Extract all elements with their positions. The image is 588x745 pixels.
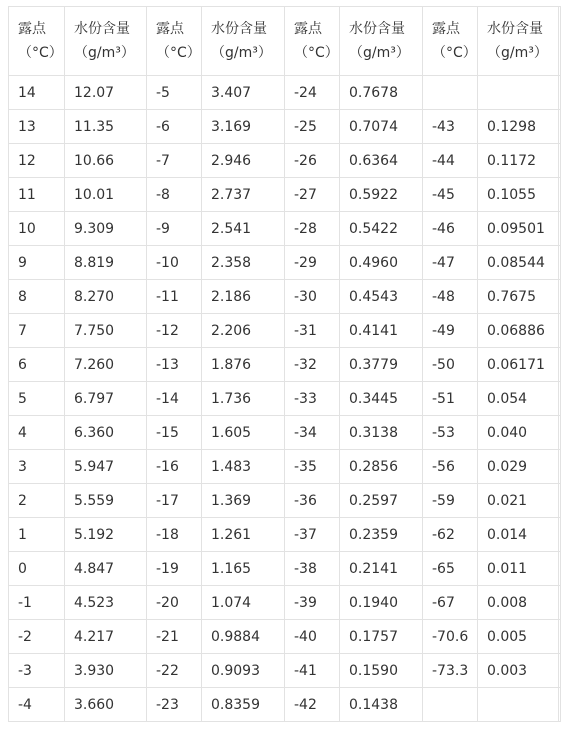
header-cell-dew-point [285,7,340,76]
cell-dew-point: -10 [147,246,202,280]
cell-moisture-content: 0.5922 [340,178,423,212]
cell-moisture-content: 10.66 [65,144,147,178]
cell-dew-point: -48 [423,280,478,314]
cell-dew-point: 1 [9,518,65,552]
cell-dew-point: -59 [423,484,478,518]
cell-empty [559,76,561,110]
cell-moisture-content: 5.947 [65,450,147,484]
table-row [9,654,561,688]
cell-moisture-content: 0.3779 [340,348,423,382]
cell-moisture-content: 0.1590 [340,654,423,688]
cell-moisture-content: 2.206 [202,314,285,348]
cell-dew-point: -14 [147,382,202,416]
cell-dew-point: -30 [285,280,340,314]
cell-dew-point: -20 [147,586,202,620]
cell-moisture-content: 3.407 [202,76,285,110]
cell-moisture-content: 0.2597 [340,484,423,518]
cell-moisture-content: 7.750 [65,314,147,348]
cell-moisture-content: 2.737 [202,178,285,212]
cell-moisture-content: 0.9093 [202,654,285,688]
cell-moisture-content: 0.4141 [340,314,423,348]
header-cell-moisture-content [65,7,147,76]
cell-dew-point: 5 [9,382,65,416]
cell-moisture-content: 0.2359 [340,518,423,552]
cell-empty [559,314,561,348]
table-row [9,110,561,144]
cell-empty [559,484,561,518]
cell-moisture-content: 3.660 [65,688,147,722]
cell-dew-point: 2 [9,484,65,518]
cell-moisture-content: 0.8359 [202,688,285,722]
cell-dew-point: -41 [285,654,340,688]
cell-empty [559,348,561,382]
table-row [9,382,561,416]
cell-dew-point: -70.6 [423,620,478,654]
cell-moisture-content: 0.1298 [478,110,559,144]
header-cell-empty [559,7,561,76]
cell-moisture-content [478,688,559,722]
cell-dew-point: -50 [423,348,478,382]
table-row [9,212,561,246]
header-unit: （°C） [156,45,201,61]
cell-dew-point: -36 [285,484,340,518]
cell-moisture-content: 0.4543 [340,280,423,314]
cell-dew-point: -19 [147,552,202,586]
cell-moisture-content: 0.1172 [478,144,559,178]
table-row [9,314,561,348]
cell-dew-point: 3 [9,450,65,484]
cell-dew-point: 10 [9,212,65,246]
header-cell-moisture-content [202,7,285,76]
cell-moisture-content: 0.1438 [340,688,423,722]
cell-dew-point: -17 [147,484,202,518]
cell-dew-point: -24 [285,76,340,110]
cell-dew-point: -38 [285,552,340,586]
cell-moisture-content: 1.369 [202,484,285,518]
cell-moisture-content: 8.270 [65,280,147,314]
cell-moisture-content: 2.946 [202,144,285,178]
cell-moisture-content: 0.06171 [478,348,559,382]
cell-moisture-content: 0.054 [478,382,559,416]
cell-dew-point: -39 [285,586,340,620]
cell-dew-point: -62 [423,518,478,552]
cell-empty [559,688,561,722]
cell-dew-point: -23 [147,688,202,722]
header-label: 露点 [294,21,322,37]
cell-dew-point: -65 [423,552,478,586]
cell-empty [559,586,561,620]
header-unit: （°C） [432,45,477,61]
cell-moisture-content: 0.5422 [340,212,423,246]
cell-moisture-content: 0.014 [478,518,559,552]
table-row [9,450,561,484]
cell-moisture-content: 1.483 [202,450,285,484]
table-row [9,246,561,280]
cell-dew-point: -45 [423,178,478,212]
cell-dew-point: -21 [147,620,202,654]
cell-empty [559,280,561,314]
table-header-row [9,7,561,76]
table-row [9,620,561,654]
cell-moisture-content: 0.1757 [340,620,423,654]
cell-dew-point: -12 [147,314,202,348]
cell-dew-point: -67 [423,586,478,620]
cell-dew-point: -40 [285,620,340,654]
cell-moisture-content: 4.217 [65,620,147,654]
cell-dew-point: 7 [9,314,65,348]
cell-moisture-content: 0.003 [478,654,559,688]
table-row [9,586,561,620]
cell-dew-point: -7 [147,144,202,178]
cell-moisture-content: 2.541 [202,212,285,246]
cell-moisture-content: 1.605 [202,416,285,450]
header-cell-dew-point [423,7,478,76]
cell-moisture-content: 0.7675 [478,280,559,314]
cell-dew-point: 11 [9,178,65,212]
cell-dew-point: -49 [423,314,478,348]
header-cell-moisture-content [478,7,559,76]
cell-moisture-content: 2.358 [202,246,285,280]
cell-dew-point: 4 [9,416,65,450]
cell-dew-point [423,76,478,110]
cell-moisture-content: 0.7074 [340,110,423,144]
header-label: 水份含量 [349,21,405,37]
cell-moisture-content: 5.559 [65,484,147,518]
header-cell-dew-point [147,7,202,76]
cell-dew-point: -4 [9,688,65,722]
cell-moisture-content: 4.847 [65,552,147,586]
header-unit: （g/m³） [74,45,135,61]
cell-moisture-content: 0.06886 [478,314,559,348]
cell-dew-point: -33 [285,382,340,416]
header-unit: （g/m³） [349,45,410,61]
cell-empty [559,110,561,144]
cell-moisture-content: 1.165 [202,552,285,586]
cell-dew-point: -8 [147,178,202,212]
cell-moisture-content: 0.08544 [478,246,559,280]
cell-dew-point: -18 [147,518,202,552]
cell-dew-point: -5 [147,76,202,110]
cell-moisture-content: 0.2141 [340,552,423,586]
cell-dew-point [423,688,478,722]
table-row [9,552,561,586]
cell-moisture-content: 9.309 [65,212,147,246]
cell-dew-point: 8 [9,280,65,314]
table-row [9,348,561,382]
cell-moisture-content: 0.008 [478,586,559,620]
header-label: 露点 [432,21,460,37]
cell-moisture-content: 3.169 [202,110,285,144]
cell-empty [559,144,561,178]
cell-dew-point: -16 [147,450,202,484]
cell-empty [559,654,561,688]
cell-dew-point: 14 [9,76,65,110]
header-cell-dew-point [9,7,65,76]
cell-dew-point: -9 [147,212,202,246]
cell-moisture-content: 6.360 [65,416,147,450]
cell-empty [559,416,561,450]
cell-moisture-content: 0.3445 [340,382,423,416]
cell-dew-point: -2 [9,620,65,654]
cell-dew-point: -32 [285,348,340,382]
cell-moisture-content: 0.9884 [202,620,285,654]
cell-moisture-content: 3.930 [65,654,147,688]
cell-dew-point: -6 [147,110,202,144]
cell-empty [559,518,561,552]
cell-dew-point: -47 [423,246,478,280]
cell-empty [559,178,561,212]
cell-dew-point: -53 [423,416,478,450]
cell-dew-point: -37 [285,518,340,552]
cell-dew-point: 9 [9,246,65,280]
header-cell-moisture-content [340,7,423,76]
table-row [9,76,561,110]
cell-dew-point: -3 [9,654,65,688]
cell-moisture-content: 1.736 [202,382,285,416]
table-row [9,178,561,212]
cell-moisture-content: 8.819 [65,246,147,280]
header-unit: （°C） [294,45,339,61]
cell-moisture-content: 1.261 [202,518,285,552]
cell-empty [559,552,561,586]
cell-dew-point: -73.3 [423,654,478,688]
header-unit: （°C） [18,45,63,61]
cell-dew-point: -31 [285,314,340,348]
cell-dew-point: -35 [285,450,340,484]
cell-moisture-content: 0.1940 [340,586,423,620]
header-label: 露点 [18,21,46,37]
cell-empty [559,246,561,280]
cell-dew-point: 0 [9,552,65,586]
cell-moisture-content: 7.260 [65,348,147,382]
cell-dew-point: -42 [285,688,340,722]
header-label: 露点 [156,21,184,37]
table-row [9,280,561,314]
cell-dew-point: -28 [285,212,340,246]
cell-dew-point: -34 [285,416,340,450]
cell-moisture-content: 0.1055 [478,178,559,212]
cell-dew-point: -51 [423,382,478,416]
cell-empty [559,212,561,246]
cell-dew-point: -43 [423,110,478,144]
cell-moisture-content: 0.2856 [340,450,423,484]
cell-moisture-content: 0.3138 [340,416,423,450]
header-unit: （g/m³） [211,45,272,61]
cell-empty [559,450,561,484]
table-row [9,484,561,518]
cell-moisture-content: 1.074 [202,586,285,620]
cell-dew-point: 12 [9,144,65,178]
cell-moisture-content: 0.09501 [478,212,559,246]
cell-moisture-content: 5.192 [65,518,147,552]
cell-dew-point: -1 [9,586,65,620]
dew-point-moisture-table [8,6,561,722]
cell-moisture-content: 0.011 [478,552,559,586]
cell-moisture-content: 11.35 [65,110,147,144]
cell-dew-point: -11 [147,280,202,314]
cell-moisture-content: 12.07 [65,76,147,110]
cell-dew-point: -13 [147,348,202,382]
header-label: 水份含量 [211,21,267,37]
cell-dew-point: -15 [147,416,202,450]
cell-dew-point: -46 [423,212,478,246]
cell-dew-point: 6 [9,348,65,382]
cell-empty [559,620,561,654]
cell-moisture-content: 0.040 [478,416,559,450]
cell-empty [559,382,561,416]
table-body [9,7,561,722]
cell-moisture-content: 1.876 [202,348,285,382]
header-label: 水份含量 [487,21,543,37]
table-row [9,688,561,722]
cell-moisture-content: 0.4960 [340,246,423,280]
header-label: 水份含量 [74,21,130,37]
table-row [9,416,561,450]
cell-moisture-content [478,76,559,110]
cell-moisture-content: 0.6364 [340,144,423,178]
cell-moisture-content: 0.7678 [340,76,423,110]
table-row [9,144,561,178]
cell-moisture-content: 0.021 [478,484,559,518]
cell-dew-point: -44 [423,144,478,178]
cell-dew-point: 13 [9,110,65,144]
cell-dew-point: -56 [423,450,478,484]
cell-dew-point: -22 [147,654,202,688]
cell-moisture-content: 6.797 [65,382,147,416]
cell-dew-point: -27 [285,178,340,212]
cell-dew-point: -26 [285,144,340,178]
cell-dew-point: -29 [285,246,340,280]
cell-moisture-content: 0.029 [478,450,559,484]
cell-moisture-content: 2.186 [202,280,285,314]
cell-moisture-content: 10.01 [65,178,147,212]
cell-moisture-content: 4.523 [65,586,147,620]
header-unit: （g/m³） [487,45,548,61]
cell-moisture-content: 0.005 [478,620,559,654]
table-row [9,518,561,552]
cell-dew-point: -25 [285,110,340,144]
